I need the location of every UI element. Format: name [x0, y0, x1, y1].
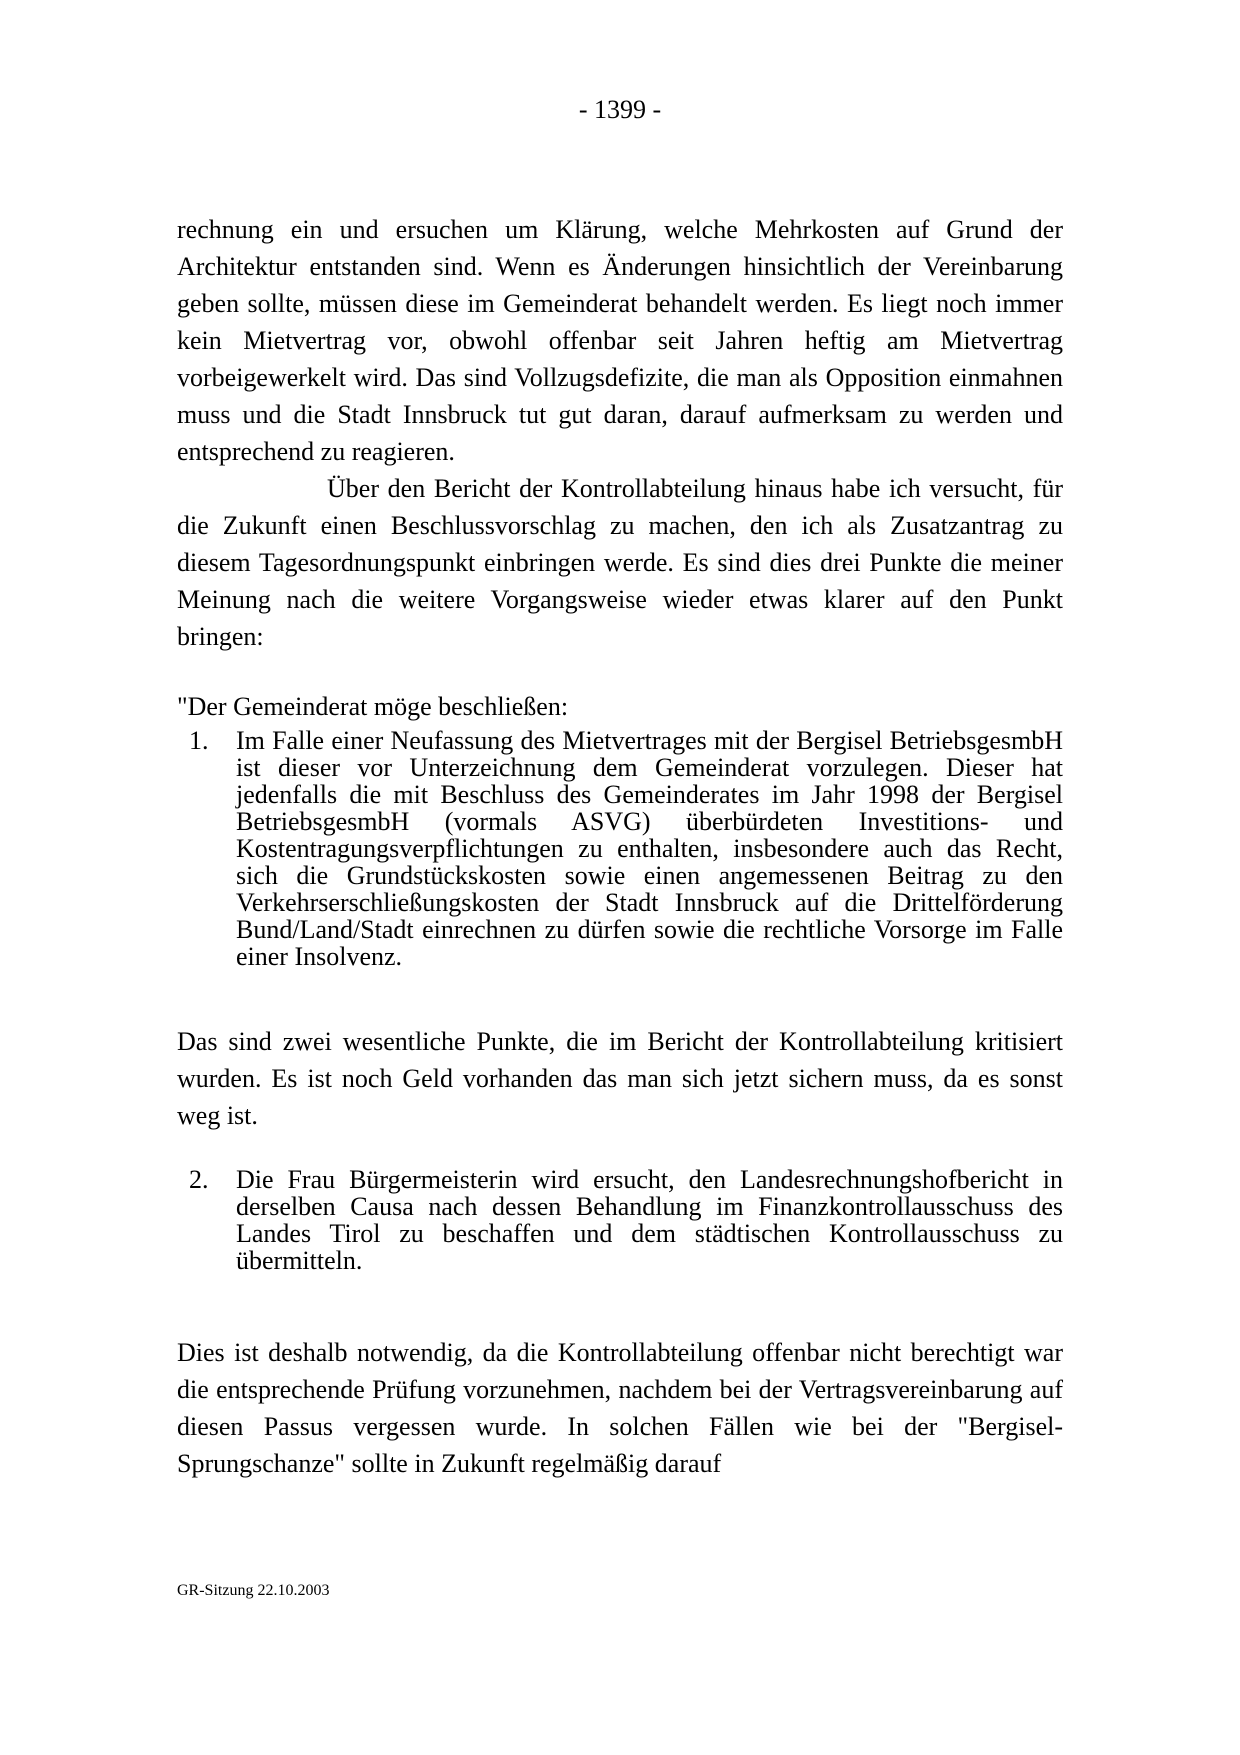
- list-item-text: Die Frau Bürgermeisterin wird ersucht, den Landesrechnungshofbericht in derselben Causa nach dessen Behandlung im Finanzkontrollausschuss des Landes Tirol zu beschaffen und dem städtischen Kontrollausschuss zu übermitteln.: [236, 1165, 1063, 1275]
- paragraph-4: Dies ist deshalb notwendig, da die Kontrollabteilung offenbar nicht berechtigt war die entsprechende Prüfung vorzunehmen, nachdem bei der Vertragsvereinbarung auf diesen Passus vergessen wurde. In solchen Fällen wie bei der "Bergisel-Sprungschanze" sollte in Zukunft regelmäßig darauf: [177, 1338, 1063, 1478]
- list-item-number: 1.: [189, 726, 209, 755]
- list-item-text: Im Falle einer Neufassung des Mietvertrages mit der Bergisel BetriebsgesmbH ist dieser vor Unterzeichnung dem Gemeinderat vorzulegen. Dieser hat jedenfalls die mit Beschluss des Gemeinderates im Jahr 1998 der Bergisel BetriebsgesmbH (vormals ASVG) überbürdeten Investitions- und Kostentragungsverpflichtungen zu enthalten, insbesondere auch das Recht, sich die Grundstückskosten sowie einen angemessenen Beitrag zu den Verkehrserschließungskosten der Stadt Innsbruck auf die Drittelförderung Bund/Land/Stadt einrechnen zu dürfen sowie die rechtliche Vorsorge im Falle einer Insolvenz.: [236, 726, 1063, 971]
- paragraph-1: rechnung ein und ersuchen um Klärung, welche Mehrkosten auf Grund der Architektur entstanden sind. Wenn es Änderungen hinsichtlich der Vereinbarung geben sollte, müssen diese im Gemeinderat behandelt werden. Es liegt noch immer kein Mietvertrag vor, obwohl offenbar seit Jahren heftig am Mietvertrag vorbeigewerkelt wird. Das sind Vollzugsdefizite, die man als Opposition einmahnen muss und die Stadt Innsbruck tut gut daran, darauf aufmerksam zu werden und entsprechend zu reagieren.: [177, 215, 1063, 466]
- page-number: - 1399 -: [578, 95, 662, 124]
- paragraph-2: Über den Bericht der Kontrollabteilung hinaus habe ich versucht, für die Zukunft einen Beschlussvorschlag zu machen, den ich als Zusatzantrag zu diesem Tagesordnungspunkt einbringen werde. Es sind dies drei Punkte die meiner Meinung nach die weitere Vorgangsweise wieder etwas klarer auf den Punkt bringen:: [177, 474, 1063, 651]
- motion-intro: "Der Gemeinderat möge beschließen:: [177, 692, 569, 721]
- list-item-2: [177, 1166, 1063, 1274]
- list-item-number: 2.: [189, 1165, 209, 1194]
- paragraph-3: Das sind zwei wesentliche Punkte, die im Bericht der Kontrollabteilung kritisiert wurden. Es ist noch Geld vorhanden das man sich jetzt sichern muss, da es sonst weg ist.: [177, 1027, 1063, 1130]
- footer-session-date: GR-Sitzung 22.10.2003: [177, 1582, 330, 1599]
- list-item-1: [177, 727, 1063, 970]
